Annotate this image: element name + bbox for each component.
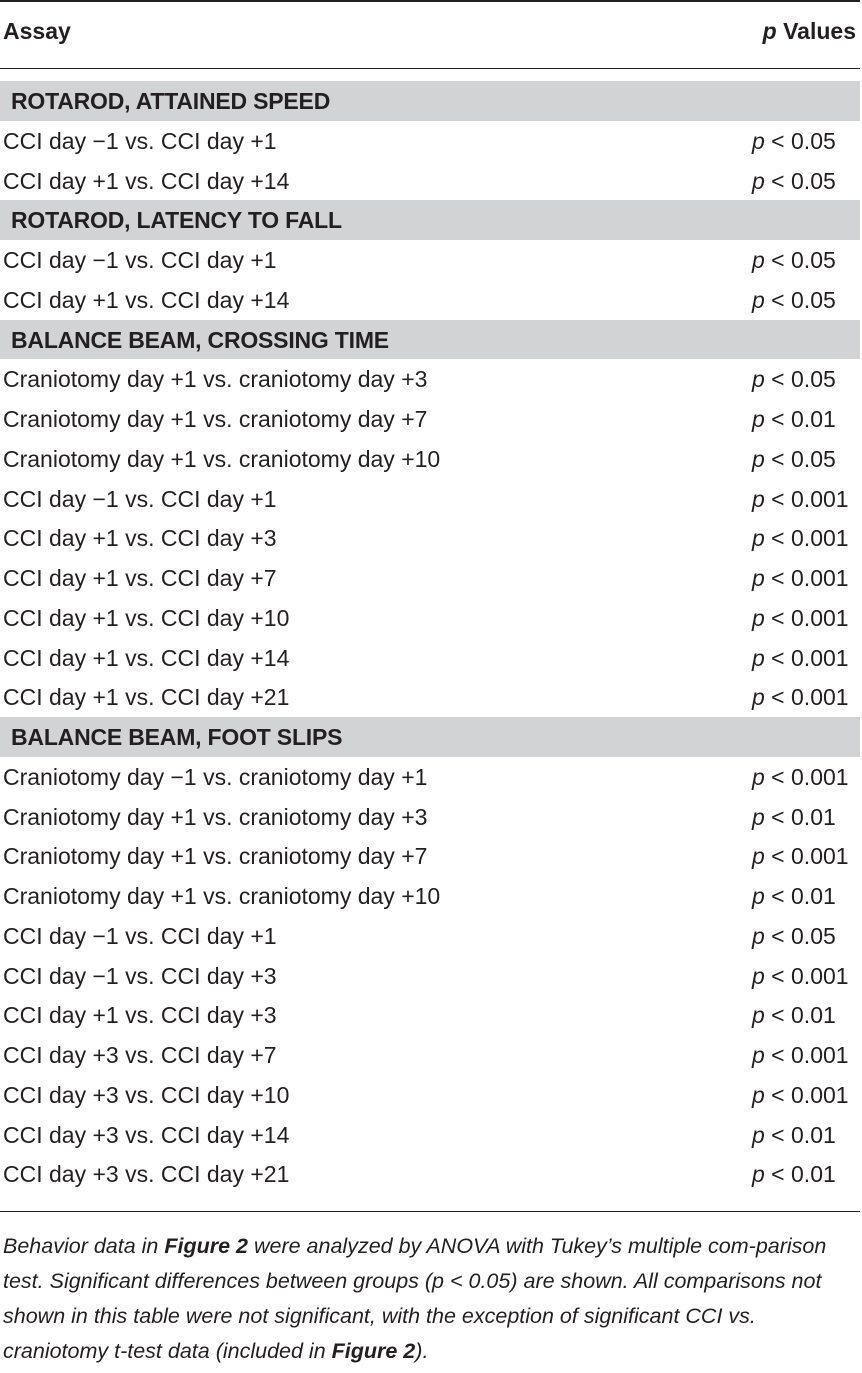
p-value-cell bbox=[752, 406, 836, 433]
comparison-cell: Craniotomy day +1 vs. craniotomy day +3 bbox=[3, 803, 428, 830]
p-threshold: < 0.001 bbox=[764, 525, 849, 552]
assay-column-header: Assay bbox=[3, 18, 71, 44]
comparison-cell: CCI day +3 vs. CCI day +7 bbox=[3, 1042, 277, 1068]
p-value-cell bbox=[752, 963, 849, 990]
table-row bbox=[0, 439, 860, 479]
footnote-figure-ref-1: Figure 2 bbox=[164, 1234, 248, 1258]
p-values-column-header bbox=[763, 18, 856, 45]
p-threshold: < 0.01 bbox=[764, 803, 836, 830]
comparison-cell: CCI day +1 vs. CCI day +3 bbox=[3, 525, 277, 552]
table-row bbox=[0, 995, 860, 1035]
p-value-cell bbox=[752, 1042, 849, 1069]
comparison-cell: Craniotomy day +1 vs. craniotomy day +3 bbox=[3, 366, 428, 393]
table-row bbox=[0, 797, 860, 837]
table-row bbox=[0, 479, 860, 519]
header-rule bbox=[0, 68, 860, 69]
p-value-cell bbox=[752, 804, 836, 831]
p-value-cell bbox=[752, 565, 849, 592]
comparison-cell: CCI day +1 vs. CCI day +3 bbox=[3, 1002, 277, 1029]
p-value-cell bbox=[752, 684, 849, 711]
p-symbol: p bbox=[752, 1121, 765, 1148]
p-symbol: p bbox=[752, 883, 765, 909]
p-value-cell bbox=[752, 287, 836, 314]
p-value-cell bbox=[752, 128, 836, 155]
p-value-cell bbox=[752, 366, 836, 393]
p-threshold: < 0.001 bbox=[764, 485, 849, 512]
p-value-cell bbox=[752, 923, 836, 950]
table-row bbox=[0, 677, 860, 717]
p-threshold: < 0.001 bbox=[764, 843, 849, 870]
comparison-cell: Craniotomy day −1 vs. craniotomy day +1 bbox=[3, 763, 428, 790]
section-header bbox=[0, 200, 860, 240]
p-value-cell bbox=[752, 1002, 836, 1029]
p-threshold: < 0.05 bbox=[764, 247, 836, 273]
table-row bbox=[0, 399, 860, 439]
p-value-cell bbox=[752, 1082, 849, 1109]
comparison-cell: CCI day −1 vs. CCI day +1 bbox=[3, 485, 277, 512]
p-value-cell bbox=[752, 883, 836, 910]
comparison-cell: CCI day +3 vs. CCI day +14 bbox=[3, 1121, 290, 1148]
comparison-cell: CCI day +3 vs. CCI day +10 bbox=[3, 1081, 290, 1108]
p-symbol: p bbox=[752, 962, 765, 989]
comparison-cell: CCI day −1 vs. CCI day +1 bbox=[3, 127, 277, 154]
comparison-cell: CCI day −1 vs. CCI day +1 bbox=[3, 922, 277, 949]
p-symbol: p bbox=[752, 565, 765, 591]
p-value-cell bbox=[752, 247, 836, 274]
comparison-cell: CCI day +1 vs. CCI day +21 bbox=[3, 684, 290, 711]
table-row bbox=[0, 121, 860, 161]
comparison-cell: Craniotomy day +1 vs. craniotomy day +10 bbox=[3, 445, 441, 472]
p-symbol: p bbox=[752, 525, 765, 552]
section-header bbox=[0, 81, 860, 121]
comparison-cell: CCI day +1 vs. CCI day +14 bbox=[3, 286, 290, 313]
table-row bbox=[0, 1075, 860, 1115]
table-row bbox=[0, 836, 860, 876]
section-title: BALANCE BEAM, FOOT SLIPS bbox=[11, 724, 343, 750]
table-row bbox=[0, 161, 860, 201]
p-symbol: p bbox=[752, 445, 765, 472]
table-row bbox=[0, 876, 860, 916]
p-symbol: p bbox=[752, 366, 765, 393]
p-values-label: Values bbox=[776, 18, 856, 44]
p-symbol: p bbox=[752, 843, 765, 870]
section-title: BALANCE BEAM, CROSSING TIME bbox=[11, 326, 389, 353]
p-value-cell bbox=[752, 843, 849, 870]
comparison-cell: Craniotomy day +1 vs. craniotomy day +10 bbox=[3, 883, 441, 909]
table-header bbox=[0, 0, 860, 68]
p-value-cell bbox=[752, 168, 836, 195]
table-row bbox=[0, 916, 860, 956]
table-row bbox=[0, 518, 860, 558]
p-value-cell bbox=[752, 446, 836, 473]
section-title: ROTAROD, LATENCY TO FALL bbox=[11, 207, 342, 234]
table-row bbox=[0, 1154, 860, 1194]
p-value-cell bbox=[752, 486, 849, 513]
table-row bbox=[0, 598, 860, 638]
table-row bbox=[0, 359, 860, 399]
p-threshold: < 0.001 bbox=[764, 684, 849, 711]
footnote-text-2: were analyzed by ANOVA with Tukey’s multiple com-parison test. Significant differences between groups (p < 0.05) are shown. All comparisons not shown in this table were not significant, with the exception of significant CCI vs. craniotomy t-test data (included in bbox=[3, 1234, 827, 1363]
p-symbol: p bbox=[752, 604, 765, 631]
p-threshold: < 0.001 bbox=[764, 1042, 849, 1068]
comparison-cell: CCI day +1 vs. CCI day +14 bbox=[3, 167, 290, 194]
comparison-cell: CCI day +1 vs. CCI day +14 bbox=[3, 644, 290, 671]
table-row bbox=[0, 240, 860, 280]
p-threshold: < 0.05 bbox=[764, 366, 836, 393]
p-symbol: p bbox=[752, 922, 765, 949]
p-threshold: < 0.001 bbox=[764, 565, 849, 591]
p-symbol: p bbox=[752, 1042, 765, 1068]
p-symbol: p bbox=[752, 167, 765, 194]
p-symbol: p bbox=[752, 1161, 765, 1188]
p-threshold: < 0.05 bbox=[764, 127, 836, 154]
p-symbol: p bbox=[762, 18, 777, 44]
p-symbol: p bbox=[752, 485, 765, 512]
p-symbol: p bbox=[752, 286, 765, 313]
p-symbol: p bbox=[752, 803, 765, 830]
table-row bbox=[0, 1115, 860, 1155]
p-value-cell bbox=[752, 645, 849, 672]
p-symbol: p bbox=[752, 1081, 765, 1108]
p-threshold: < 0.001 bbox=[764, 763, 849, 790]
table-row bbox=[0, 956, 860, 996]
comparison-cell: CCI day −1 vs. CCI day +3 bbox=[3, 962, 277, 989]
p-threshold: < 0.001 bbox=[764, 644, 849, 671]
table-row bbox=[0, 558, 860, 598]
comparison-cell: CCI day −1 vs. CCI day +1 bbox=[3, 247, 277, 273]
footnote-text-3: ). bbox=[415, 1339, 429, 1363]
p-threshold: < 0.05 bbox=[764, 286, 836, 313]
section-header bbox=[0, 320, 860, 360]
comparison-cell: CCI day +1 vs. CCI day +7 bbox=[3, 565, 277, 591]
comparison-cell: Craniotomy day +1 vs. craniotomy day +7 bbox=[3, 406, 428, 432]
footnote-figure-ref-2: Figure 2 bbox=[331, 1339, 416, 1363]
section-title: ROTAROD, ATTAINED SPEED bbox=[11, 88, 331, 114]
p-symbol: p bbox=[752, 684, 765, 711]
p-symbol: p bbox=[752, 247, 765, 273]
table-body bbox=[0, 81, 860, 1194]
p-value-cell bbox=[752, 764, 849, 791]
table-row bbox=[0, 757, 860, 797]
p-threshold: < 0.01 bbox=[764, 406, 836, 432]
p-threshold: < 0.01 bbox=[764, 883, 836, 909]
p-symbol: p bbox=[752, 127, 765, 154]
p-symbol: p bbox=[752, 763, 765, 790]
p-threshold: < 0.001 bbox=[764, 962, 849, 989]
p-value-cell bbox=[752, 605, 849, 632]
p-value-cell bbox=[752, 1122, 836, 1149]
p-threshold: < 0.01 bbox=[764, 1121, 836, 1148]
p-threshold: < 0.01 bbox=[764, 1161, 836, 1188]
section-header bbox=[0, 717, 860, 757]
p-threshold: < 0.05 bbox=[764, 445, 836, 472]
p-threshold: < 0.001 bbox=[764, 604, 849, 631]
p-value-cell bbox=[752, 1161, 836, 1188]
p-threshold: < 0.01 bbox=[764, 1002, 836, 1029]
p-symbol: p bbox=[752, 406, 765, 432]
table-row bbox=[0, 280, 860, 320]
p-threshold: < 0.05 bbox=[764, 167, 836, 194]
bottom-rule bbox=[0, 1211, 860, 1212]
comparison-cell: CCI day +3 vs. CCI day +21 bbox=[3, 1161, 290, 1188]
comparison-cell: CCI day +1 vs. CCI day +10 bbox=[3, 604, 290, 631]
p-threshold: < 0.001 bbox=[764, 1081, 849, 1108]
table-row bbox=[0, 638, 860, 678]
table-footnote bbox=[3, 1229, 859, 1369]
footnote-text-1: Behavior data in bbox=[3, 1234, 165, 1258]
table-row bbox=[0, 1035, 860, 1075]
p-threshold: < 0.05 bbox=[764, 922, 836, 949]
p-value-cell bbox=[752, 525, 849, 552]
p-symbol: p bbox=[752, 644, 765, 671]
p-symbol: p bbox=[752, 1002, 765, 1029]
comparison-cell: Craniotomy day +1 vs. craniotomy day +7 bbox=[3, 843, 428, 870]
